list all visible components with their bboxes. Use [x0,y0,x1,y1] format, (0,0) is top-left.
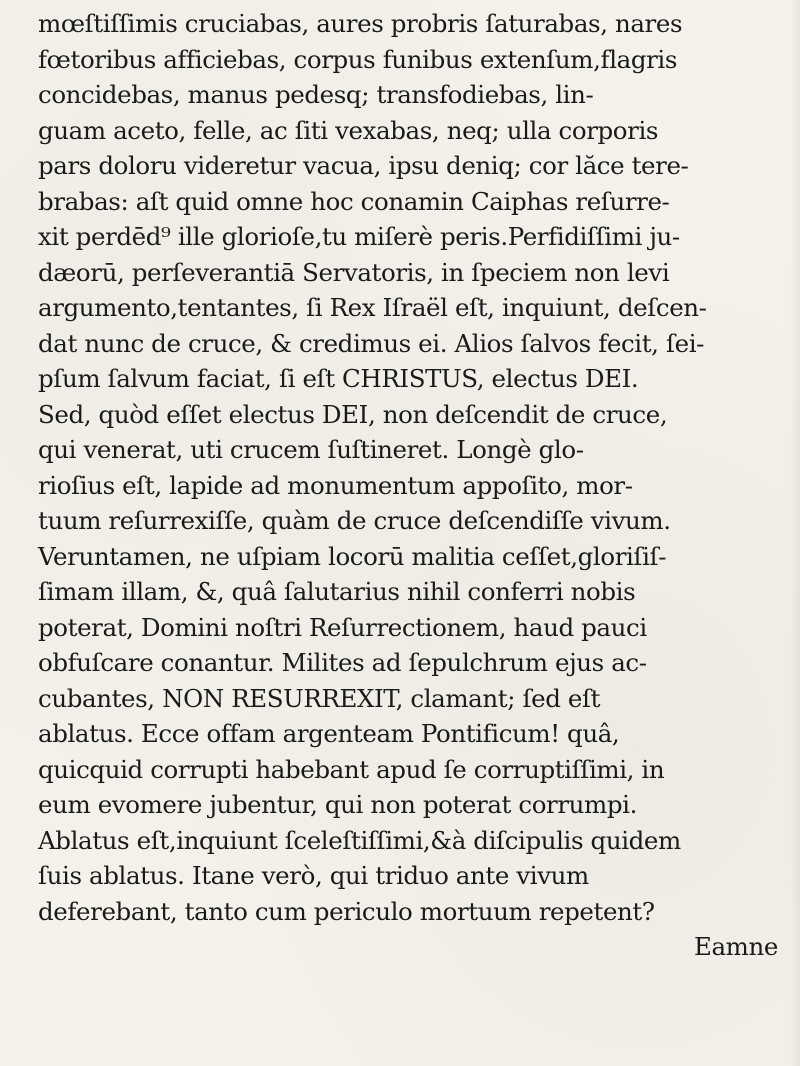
text-line: qui venerat, uti crucem ſuſtineret. Longè glo- [38,435,584,464]
page-edge-shadow [790,0,800,1066]
text-line: deferebant, tanto cum periculo mortuum repetent? [38,896,655,926]
text-line: fœtoribus afficiebas, corpus funibus extenſum,flagris [38,44,678,74]
text-line: quicquid corrupti habebant apud ſe corruptiſſimi, in [38,754,665,784]
text-line: eum evomere jubentur, qui non poterat corrumpi. [38,790,637,819]
catchword: Eamne [693,932,778,961]
text-line: dat nunc de cruce, & credimus ei. Alios ſalvos fecit, ſei- [38,328,705,358]
text-line: guam aceto, felle, ac ſiti vexabas, neq; ulla corporis [38,115,659,145]
text-line: poterat, Domini noſtri Reſurrectionem, haud pauci [38,612,647,642]
text-line: ablatus. Ecce offam argenteam Pontificum! quâ, [38,719,620,748]
text-line: Veruntamen, ne uſpiam locorū malitia ceſſet,gloriſiſ- [38,541,667,571]
text-block [38,6,796,965]
text-line: brabas: aſt quid omne hoc conamin Caiphas reſurre- [38,186,670,216]
text-line: argumento,tentantes, ſi Rex Iſraël eſt, inquiunt, deſcen- [38,293,707,322]
text-line: pars doloru videretur vacua, ipsu deniq; cor lăce tere- [38,151,689,180]
text-line: cubantes, NON RESURREXIT, clamant; ſed eſt [38,683,601,713]
text-line: Sed, quòd eſſet electus DEI, non deſcendit de cruce, [38,399,668,429]
text-line: ſimam illam, &, quâ ſalutarius nihil conferri nobis [38,577,636,606]
text-line: rioſius eſt, lapide ad monumentum appoſito, mor- [38,470,633,500]
text-line: obfuſcare conantur. Milites ad ſepulchrum ejus ac- [38,648,647,677]
text-line: xit perdēd⁹ ille glorioſe,tu miſerè peris.Perfidiſſimi ju- [38,222,680,251]
text-line: pſum ſalvum faciat, ſi eſt CHRISTUS, electus DEI. [38,364,639,393]
text-line: dæorū, perſeverantiā Servatoris, in ſpeciem non levi [38,257,670,287]
text-line: mœſtiſſimis cruciabas, aures probris ſaturabas, nares [38,9,683,38]
text-line: tuum reſurrexiſſe, quàm de cruce deſcendiſſe vivum. [38,506,671,535]
text-line: ſuis ablatus. Itane verò, qui triduo ante vivum [38,861,589,890]
text-line: Ablatus eſt,inquiunt ſceleſtiſſimi,&à diſcipulis quidem [38,825,681,855]
text-line: concidebas, manus pedesq; transfodiebas, lin- [38,80,594,109]
